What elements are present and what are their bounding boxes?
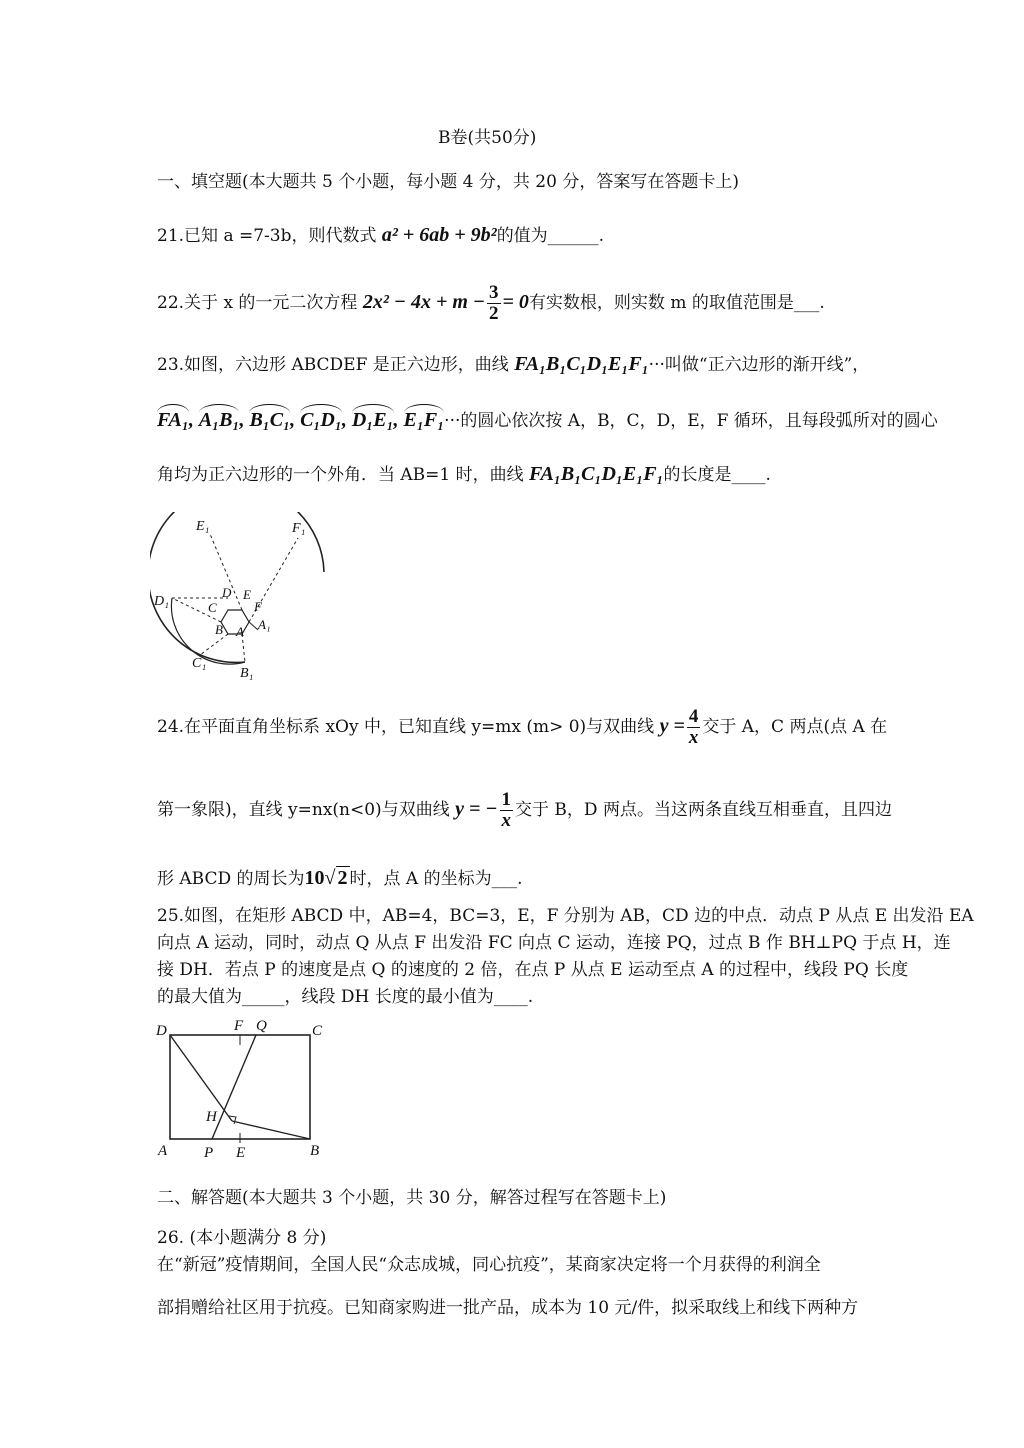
question-25-line-3: 接 DH．若点 P 的速度是点 Q 的速度的 2 倍，在点 P 从点 E 运动至点 A 的过程中，线段 PQ 长度 — [157, 960, 909, 980]
q23-l3-post: 的长度是____. — [663, 465, 771, 485]
q22-expression-a: 2x² − 4x + m − — [362, 291, 486, 313]
label-A: A — [236, 624, 244, 639]
q22-fraction — [487, 283, 501, 324]
q22-frac-den: 2 — [489, 303, 499, 324]
q23-arc-4: C₁D₁ — [300, 409, 342, 431]
q23-curve-2: FA₁B₁C₁D₁E₁F₁ — [529, 463, 664, 485]
q21-text-post: 的值为______. — [496, 226, 605, 246]
q21-text-pre: 21.已知 a =7-3b，则代数式 — [157, 226, 382, 246]
label-D: D — [222, 585, 232, 600]
figure-hexagon-involute — [150, 512, 340, 682]
q23-l2-post: ···的圆心依次按 A，B，C，D，E，F 循环，且每段弧所对的圆心 — [444, 411, 938, 431]
q24-frac-2 — [500, 790, 514, 831]
label-A1: A₁ — [258, 617, 271, 632]
label-B1: B₁ — [240, 666, 254, 681]
page-title: B卷(共50分) — [438, 128, 537, 148]
label-B: B — [215, 622, 223, 637]
q22-frac-num: 3 — [489, 282, 499, 303]
q24-frac-2-num: 1 — [501, 789, 512, 810]
label-E1: E₁ — [196, 519, 210, 534]
label-E: E — [236, 1145, 246, 1161]
label-H: H — [206, 1109, 217, 1125]
question-25-line-2: 向点 A 运动，同时，动点 Q 从点 F 出发沿 FC 向点 C 运动，连接 PQ，过点 B 作 BH⊥PQ 于点 H，连 — [157, 933, 951, 953]
question-24-line-1 — [157, 702, 887, 751]
question-25-line-4: 的最大值为_____，线段 DH 长度的最小值为____. — [157, 987, 534, 1007]
label-F1: F₁ — [292, 521, 306, 536]
question-22 — [157, 283, 825, 324]
q24-frac-1-den: x — [688, 727, 699, 748]
label-Q: Q — [256, 1018, 267, 1034]
label-A: A — [158, 1143, 168, 1159]
q23-arc-6: E₁F₁ — [403, 409, 445, 431]
section-heading-fill-blank: 一、填空题(本大题共 5 个小题，每小题 4 分，共 20 分，答案写在答题卡上) — [157, 172, 739, 192]
q23-arc-1: FA₁ — [157, 409, 189, 431]
figure-rectangle-pq — [150, 1015, 340, 1163]
q24-frac-1-num: 4 — [688, 706, 699, 727]
q23-arc-3: B₁C₁ — [249, 409, 291, 431]
q23-l1-pre: 23.如图，六边形 ABCDEF 是正六边形，曲线 — [157, 355, 515, 375]
q24-perimeter-root: 2 — [337, 867, 348, 889]
q22-text-post: 有实数根，则实数 m 的取值范围是___. — [528, 293, 825, 313]
q23-arc-2: A₁B₁ — [198, 409, 240, 431]
label-F: F — [254, 599, 262, 614]
q23-arc-5: D₁E₁ — [351, 409, 394, 431]
q23-l3-pre: 角均为正六边形的一个外角．当 AB=1 时，曲线 — [157, 465, 530, 485]
label-C: C — [208, 600, 217, 615]
q23-l1-post: ···叫做“正六边形的渐开线”， — [648, 355, 870, 375]
question-23-line-1 — [157, 353, 869, 376]
question-24-line-2 — [157, 785, 892, 834]
label-F: F — [234, 1018, 244, 1034]
question-25-line-1: 25.如图，在矩形 ABCD 中，AB=4，BC=3，E，F 分别为 AB，CD 边的中点．动点 P 从点 E 出发沿 EA — [157, 906, 974, 926]
q24-l2-lhs: y = − — [455, 798, 498, 820]
question-26-heading: 26. (本小题满分 8 分) — [157, 1228, 327, 1248]
q24-l1-pre: 24.在平面直角坐标系 xOy 中，已知直线 y=mx (m> 0)与双曲线 — [157, 717, 660, 737]
question-26-line-2: 部捐赠给社区用于抗疫。已知商家购进一批产品，成本为 10 元/件，拟采取线上和线下两种方 — [157, 1298, 859, 1318]
label-D: D — [156, 1023, 167, 1039]
question-21 — [157, 224, 604, 247]
q24-l3-pre: 形 ABCD 的周长为 — [157, 869, 305, 889]
q24-frac-1 — [687, 707, 701, 748]
question-23-line-2: FA₁, A₁B₁, B₁C₁, C₁D₁, D₁E₁, E₁F₁···的圆心依次按 A，B，C，D，E，F 循环，且每段弧所对的圆心 — [157, 409, 938, 431]
label-C: C — [312, 1023, 323, 1039]
label-D1: D₁ — [154, 594, 169, 609]
label-P: P — [204, 1145, 214, 1161]
q24-l2-post: 交于 B，D 两点。当这两条直线互相垂直，且四边 — [515, 800, 892, 820]
q24-l2-pre: 第一象限)，直线 y=nx(n<0)与双曲线 — [157, 800, 456, 820]
q24-l3-post: 时，点 A 的坐标为___. — [349, 869, 523, 889]
question-26-line-1: 在“新冠”疫情期间，全国人民“众志成城，同心抗疫”，某商家决定将一个月获得的利润全 — [157, 1255, 821, 1275]
q22-text-pre: 22.关于 x 的一元二次方程 — [157, 293, 363, 313]
q23-curve: FA₁B₁C₁D₁E₁F₁ — [514, 353, 649, 375]
label-C1: C₁ — [192, 656, 207, 671]
q24-l1-post: 交于 A，C 两点(点 A 在 — [702, 717, 888, 737]
q22-expression-b: = 0 — [502, 291, 529, 313]
q24-frac-2-den: x — [501, 810, 512, 831]
label-B: B — [310, 1143, 320, 1159]
question-23-line-3 — [157, 463, 771, 486]
question-24-line-3: 形 ABCD 的周长为10√ 2 时，点 A 的坐标为___. — [157, 867, 523, 889]
q24-perimeter-coef: 10 — [304, 867, 325, 889]
q21-expression: a² + 6ab + 9b² — [381, 224, 497, 246]
label-E: E — [243, 587, 251, 602]
section-heading-answer: 二、解答题(本大题共 3 个小题，共 30 分，解答过程写在答题卡上) — [157, 1188, 667, 1208]
q24-l1-lhs: y = — [659, 715, 685, 737]
